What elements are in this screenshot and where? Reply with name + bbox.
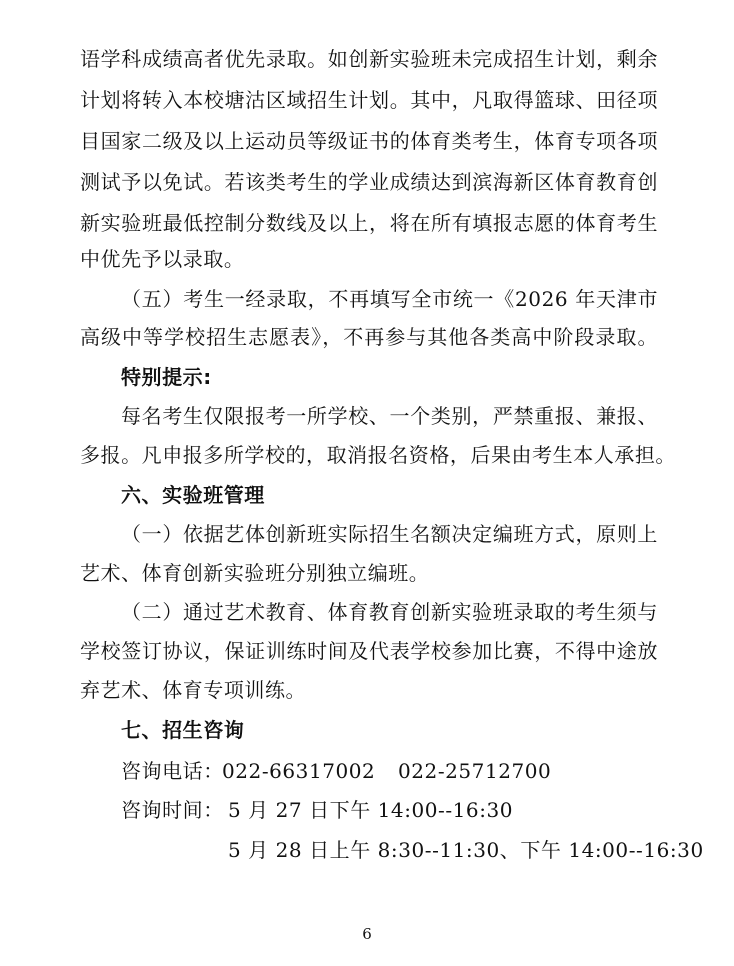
time-label: 咨询时间： — [121, 798, 224, 822]
paragraph-line: 中优先予以录取。 — [80, 247, 245, 271]
section-6-item-line: 艺术、体育创新实验班分别独立编班。 — [80, 561, 430, 585]
special-tip-line: 每名考生仅限报考一所学校、一个类别，严禁重报、兼报、 — [121, 404, 658, 428]
paragraph-line: 计划将转入本校塘沽区域招生计划。其中，凡取得篮球、田径项 — [80, 88, 658, 112]
section-6-item-line: （一）依据艺体创新班实际招生名额决定编班方式，原则上 — [121, 522, 658, 546]
phone-label: 咨询电话： — [121, 759, 224, 783]
paragraph-line: 测试予以免试。若该类考生的学业成绩达到滨海新区体育教育创 — [80, 170, 658, 194]
paragraph-line: 目国家二级及以上运动员等级证书的体育类考生，体育专项各项 — [80, 129, 658, 153]
paragraph-line: 新实验班最低控制分数线及以上，将在所有填报志愿的体育考生 — [80, 211, 658, 235]
section-6-heading: 六、实验班管理 — [121, 483, 265, 507]
phone-number-2: 022-25712700 — [398, 759, 552, 783]
phone-number-1: 022-66317002 — [222, 759, 376, 783]
section-6-item-line: （二）通过艺术教育、体育教育创新实验班录取的考生须与 — [121, 600, 658, 624]
paragraph-line: 语学科成绩高者优先录取。如创新实验班未完成招生计划，剩余 — [80, 47, 658, 71]
special-tip-line: 多报。凡申报多所学校的，取消报名资格，后果由考生本人承担。 — [80, 443, 676, 467]
section-6-item-line: 学校签订协议，保证训练时间及代表学校参加比赛，不得中途放 — [80, 639, 658, 663]
section-7-heading: 七、招生咨询 — [121, 718, 245, 742]
special-tip-heading: 特别提示: — [121, 365, 212, 389]
consult-time-1: 5 月 27 日下午 14:00--16:30 — [228, 798, 514, 822]
consult-time-2: 5 月 28 日上午 8:30--11:30、下午 14:00--16:30 — [228, 838, 704, 862]
clause-5-line: （五）考生一经录取，不再填写全市统一《2026 年天津市 — [121, 287, 658, 311]
page-number: 6 — [362, 925, 372, 943]
section-6-item-line: 弃艺术、体育专项训练。 — [80, 678, 307, 702]
clause-5-line: 高级中等学校招生志愿表》，不再参与其他各类高中阶段录取。 — [80, 325, 658, 349]
